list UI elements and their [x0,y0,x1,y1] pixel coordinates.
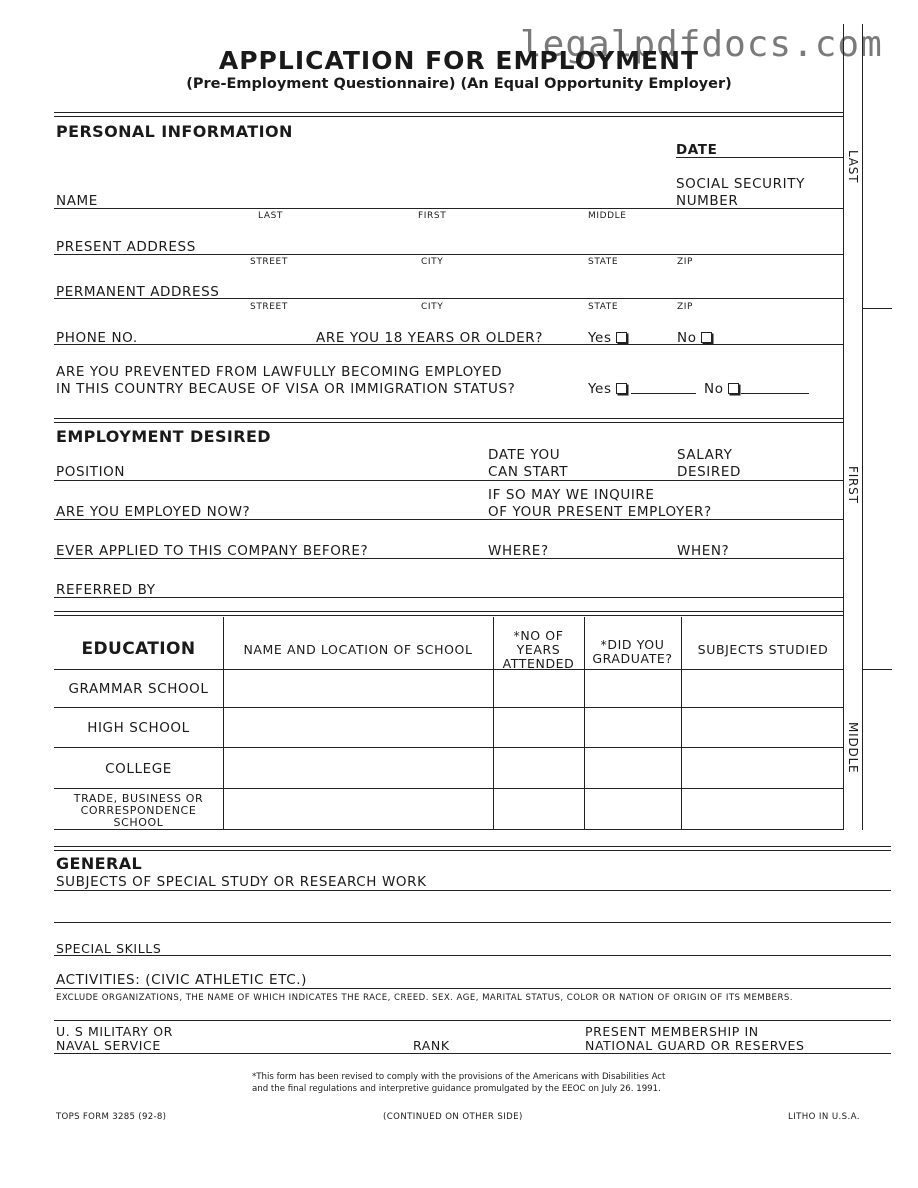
continued-note: (CONTINUED ON OTHER SIDE) [383,1112,523,1122]
name-label: NAME [56,193,98,209]
age-question: ARE YOU 18 YEARS OR OLDER? [316,330,543,346]
sub-street: STREET [250,302,288,312]
name-sub-last: LAST [258,211,283,221]
sub-zip: ZIP [677,257,694,267]
age-yes-checkbox[interactable] [616,332,627,343]
edu-row-line [54,747,843,748]
col-graduate-header: *DID YOU [600,637,665,652]
visa-yes-label: Yes [588,381,612,397]
sub-city: CITY [421,257,444,267]
edu-row-line [54,788,843,789]
visa-no-option[interactable] [704,381,739,397]
col-years-header: *NO OF [513,628,564,643]
ada-note-2: and the final regulations and interpretive guidance promulgated by the EEOC on July 26. 1991. [252,1084,661,1094]
section-heading-general: GENERAL [56,854,143,873]
visa-question-line-1: ARE YOU PREVENTED FROM LAWFULLY BECOMING EMPLOYED [56,364,503,380]
salary-label-2: DESIRED [677,464,741,480]
name-sub-middle: MIDDLE [588,211,627,221]
edu-row-trade: TRADE, BUSINESS OR [73,792,204,805]
edu-row-trade-2: CORRESPONDENCE [80,804,197,817]
referred-by-label: REFERRED BY [56,582,156,598]
phone-label: PHONE NO. [56,330,138,346]
rule [54,846,891,847]
edu-row-college: COLLEGE [105,761,172,777]
applied-before-label: EVER APPLIED TO THIS COMPANY BEFORE? [56,543,369,559]
inquire-label-2: OF YOUR PRESENT EMPLOYER? [488,504,712,520]
age-no-checkbox[interactable] [701,332,712,343]
activities-field-line-2[interactable] [54,1020,891,1021]
col-years-header-3: ATTENDED [502,656,575,671]
rank-label: RANK [413,1038,450,1053]
litho-note: LITHO IN U.S.A. [788,1112,860,1122]
edu-row-high-school: HIGH SCHOOL [87,720,190,736]
sub-state: STATE [588,302,619,312]
ada-note: *This form has been revised to comply with the provisions of the Americans with Disabilities Act [252,1072,666,1082]
special-study-field-line[interactable] [54,890,891,891]
rule [54,422,843,423]
permanent-address-label: PERMANENT ADDRESS [56,284,220,300]
section-heading-education: EDUCATION [81,639,196,659]
position-field-line[interactable] [54,480,843,481]
right-rail-inner [843,24,844,830]
side-divider-1 [862,308,892,309]
start-date-label: DATE YOU [488,447,561,463]
when-label: WHEN? [677,543,730,559]
ssn-label: SOCIAL SECURITY [676,176,805,192]
col-graduate-header-2: GRADUATE? [592,651,673,666]
side-label-middle: MIDDLE [846,722,860,774]
side-label-first: FIRST [846,466,860,504]
sub-city: CITY [421,302,444,312]
special-skills-field-line[interactable] [54,955,891,956]
start-date-label-2: CAN START [488,464,569,480]
visa-question-line-2: IN THIS COUNTRY BECAUSE OF VISA OR IMMIGRATION STATUS? [56,381,516,397]
guard-label: PRESENT MEMBERSHIP IN [585,1024,759,1039]
inquire-label: IF SO MAY WE INQUIRE [488,487,655,503]
military-label-2: NAVAL SERVICE [56,1038,161,1053]
rule [54,615,843,616]
special-study-label: SUBJECTS OF SPECIAL STUDY OR RESEARCH WORK [56,874,427,890]
rule [54,116,843,117]
visa-yes-line[interactable] [631,393,696,394]
special-skills-label: SPECIAL SKILLS [56,941,162,956]
section-heading-personal: PERSONAL INFORMATION [56,122,293,141]
edu-row-line [54,669,843,670]
military-field-line[interactable] [54,1053,891,1054]
edu-row-grammar: GRAMMAR SCHOOL [68,681,209,697]
position-label: POSITION [56,464,126,480]
present-address-field-line[interactable] [54,254,843,255]
watermark: legalpdfdocs.com [520,24,883,65]
rule [54,850,891,851]
section-heading-employment: EMPLOYMENT DESIRED [56,427,271,446]
exclude-note: EXCLUDE ORGANIZATIONS, THE NAME OF WHICH INDICATES THE RACE, CREED. SEX. AGE, MARITAL STATUS, COLOR OR NATION OF ORIGIN OF ITS MEMBERS. [56,993,793,1003]
age-no-label: No [677,330,697,346]
right-rail-outer [862,24,863,830]
special-study-field-line-2[interactable] [54,922,891,923]
visa-no-label: No [704,381,724,397]
age-yes-label: Yes [588,330,612,346]
col-subjects-header: SUBJECTS STUDIED [697,642,829,657]
date-label: DATE [676,142,718,158]
visa-no-checkbox[interactable] [728,383,739,394]
edu-row-trade-3: SCHOOL [113,816,164,829]
rule [54,611,843,612]
sub-zip: ZIP [677,302,694,312]
col-school-header: NAME AND LOCATION OF SCHOOL [243,642,473,657]
activities-field-line[interactable] [54,988,891,989]
date-field-line[interactable] [676,157,843,158]
present-address-label: PRESENT ADDRESS [56,239,196,255]
name-sub-first: FIRST [418,211,447,221]
side-divider-2 [862,669,892,670]
edu-row-line [54,829,843,830]
visa-no-line[interactable] [741,393,809,394]
sub-street: STREET [250,257,288,267]
form-number: TOPS FORM 3285 (92-8) [56,1112,167,1122]
visa-yes-checkbox[interactable] [616,383,627,394]
rule [54,112,843,113]
military-label: U. S MILITARY OR [56,1024,173,1039]
side-label-last: LAST [846,150,860,184]
permanent-address-field-line[interactable] [54,298,843,299]
sub-state: STATE [588,257,619,267]
col-years-header-2: YEARS [516,642,561,657]
salary-label: SALARY [677,447,733,463]
applied-field-line[interactable] [54,558,843,559]
ssn-label-2: NUMBER [676,193,739,209]
where-label: WHERE? [488,543,549,559]
activities-label: ACTIVITIES: (CIVIC ATHLETIC ETC.) [56,972,307,988]
employed-now-label: ARE YOU EMPLOYED NOW? [56,504,251,520]
phone-field-line[interactable] [54,344,843,345]
visa-yes-option[interactable] [588,381,627,397]
page-subtitle: (Pre-Employment Questionnaire) (An Equal Opportunity Employer) [186,76,732,92]
page-title: APPLICATION FOR EMPLOYMENT [218,46,700,75]
employed-now-field-line[interactable] [54,519,843,520]
name-field-line[interactable] [54,208,843,209]
edu-row-line [54,707,843,708]
rule [54,418,843,419]
guard-label-2: NATIONAL GUARD OR RESERVES [585,1038,805,1053]
referred-field-line[interactable] [54,597,843,598]
